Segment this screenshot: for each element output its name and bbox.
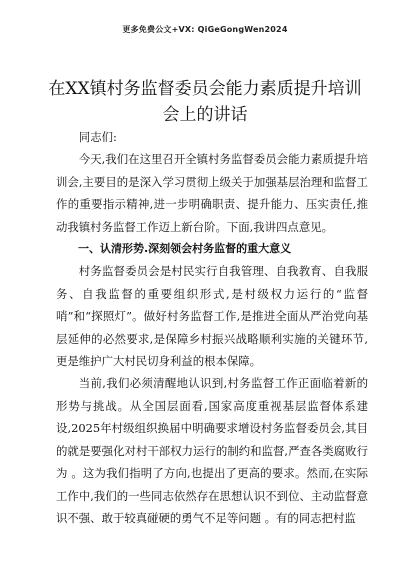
- salutation: 同志们:: [78, 130, 117, 144]
- section-heading-1: 一、认清形势.深刻领会村务监督的重大意义: [78, 242, 292, 256]
- document-body: [56, 126, 368, 529]
- document-title: 在XX镇村务监督委员会能力素质提升培训会上的讲话: [48, 79, 362, 125]
- paragraph-significance: 村务监督委员会是村民实行自我管理、自我教育、自我服务、自我监督的重要组织形式,是村级权力运行的“监督哨”和“探照灯”。做好村务监督工作,是推进全面从严治党向基层延伸的必然要求,是保障乡村振兴战略顺利实施的关键环节,更是维护广大村民切身利益的根本保障。: [56, 264, 368, 369]
- paragraph-situation: 当前,我们必须清醒地认识到,村务监督工作正面临着新的形势与挑战。从全国层面看,国家高度重视基层监督体系建设,2025年村级组织换届中明确要求增设村务监督委员会,其目的就是要强化对村干部权力运行的制约和监督,严查各类腐败行为 。这为我们指明了方向,也提出了更高的要求。然而,在实际工作中,我们的一些同志依然存在思想认识不到位、主动监督意识不强、敢于较真碰硬的勇气不足等问题 。有的同志把村监: [56, 376, 368, 525]
- paragraph-intro: 今天,我们在这里召开全镇村务监督委员会能力素质提升培训会,主要目的是深入学习贯彻上级关于加强基层治理和监督工作的重要指示精神,进一步明确职责、提升能力、压实责任,推动我镇村务监督工作迈上新台阶。下面,我讲四点意见。: [56, 152, 368, 234]
- header-promo-text: 更多免费公文+VX: QiGeGongWen2024: [122, 25, 288, 34]
